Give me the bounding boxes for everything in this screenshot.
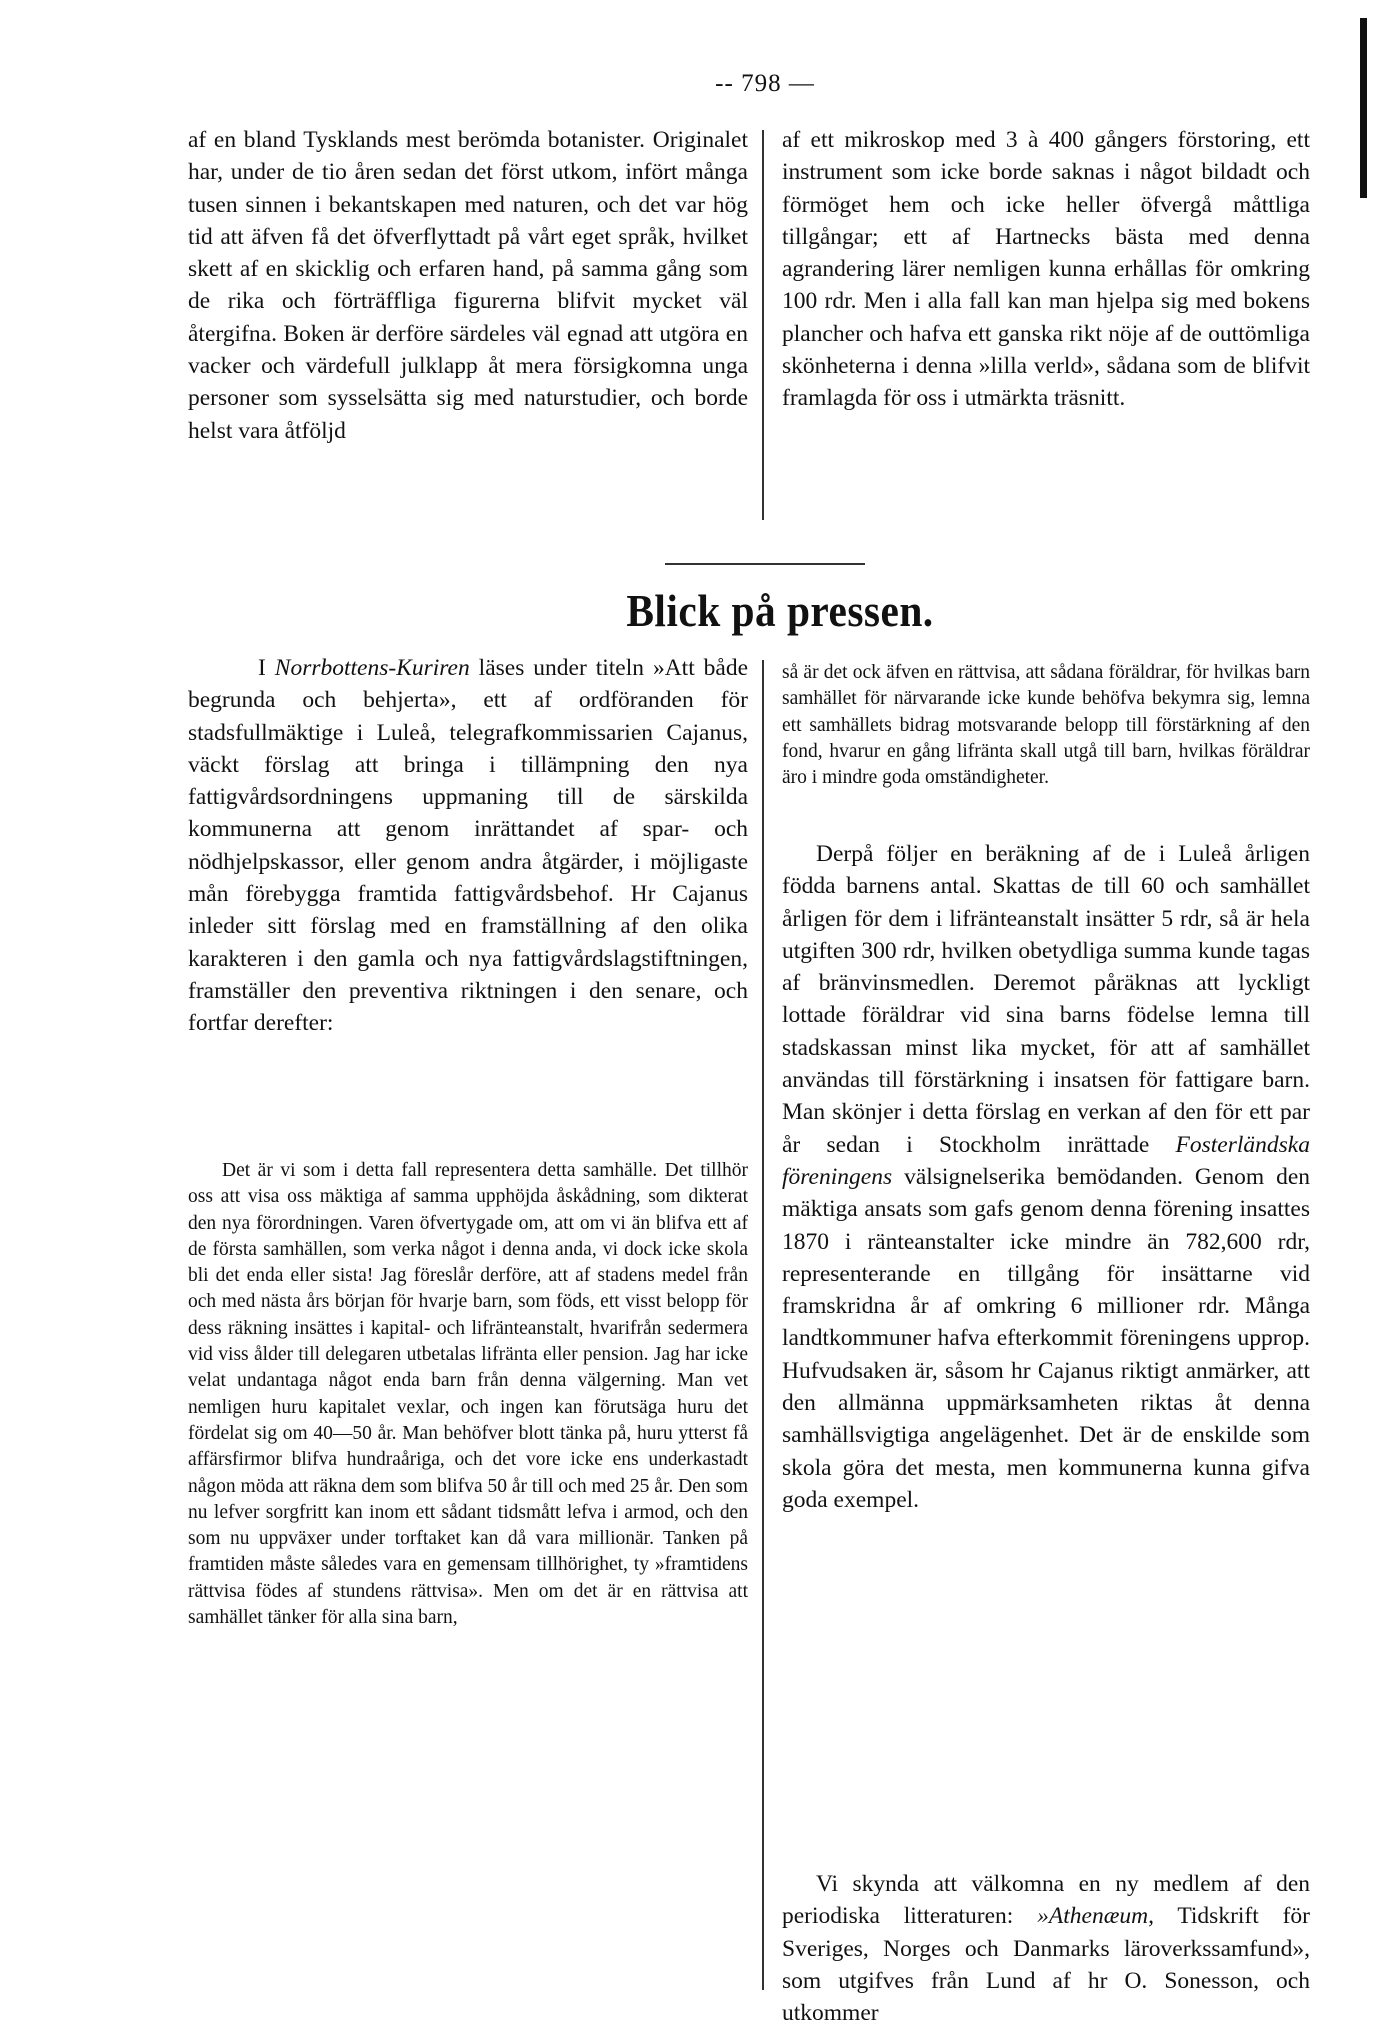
bottom-right-column	[782, 660, 1310, 2027]
top-left-column	[188, 124, 748, 534]
top-right-paragraph: af ett mikroskop med 3 à 400 gångers förstoring, ett instrument som icke borde saknas i något bildadt och förmöget hem och icke heller öfvergå måttliga tillgångar; ett af Hartnecks bästa med denna agrandering lärer nemligen kunna erhållas för omkring 100 rdr. Men i alla fall kan man hjelpa sig med bokens plancher och hafva ett ganska rikt nöje af de outtömliga skönheterna i denna »lilla verld», sådana som de blifvit framlagda för oss i utmärkta träsnitt.	[782, 127, 1310, 412]
top-left-paragraph: af en bland Tysklands mest berömda botanister. Originalet har, under de tio åren sedan det först utkom, infört många tusen sinnen i bekantskapen med naturen, och det var hög tid att äfven få det öfverflyttadt på vårt eget språk, hvilket skett af en skicklig och erfaren hand, på samma gång som de rika och förträffliga figurerna blifvit mycket väl återgifna. Boken är derföre särdeles väl egnad att utgöra en vacker och värdefull julklapp åt mera försigkomna unga personer som sysselsätta sig med naturstudier, och borde helst vara åtföljd	[188, 127, 748, 444]
intro-lead: I	[258, 655, 275, 681]
calculation-text-start: Derpå följer en beräkning af de i Luleå årligen födda barnens antal. Skattas de till 60 och samhället årligen för dem i lifränteanstalt insätter 5 rdr, så är hela utgiften 300 rdr, hvilken obetydliga summa kunde tagas af bränvinsmedlen. Deremot påräknas att lyckligt lottade föräldrar vid sina barns födelse lemna till stadskassan minst lika mycket, för att af samhället användas till förstärkning i insatsen för fattigare barn. Man skönjer i detta förslag en verkan af den för ett par år sedan i Stockholm inrättade	[782, 841, 1310, 1158]
bottom-left-column	[188, 652, 748, 1998]
calculation-paragraph	[782, 838, 1310, 1828]
newspaper-name: Norrbottens-Kuriren	[274, 655, 470, 681]
intro-text: läses under titeln »Att både begrunda och behjerta», ett af ordföranden för stadsfullmäktige i Luleå, telegrafkommissarien Cajanus, väckt förslag att bringa i tillämpning den nya fattigvårdsordningens uppmaning till de särskilda kommunerna att genom inrättandet af spar- och nödhjelpskassor, eller genom andra åtgärder, i möjligaste mån förebygga framtida fattigvårdsbehof. Hr Cajanus inleder sitt förslag med en framställning af den olika karakteren i den gamla och nya fattigvårdslagstiftningen, framställer den preventiva riktningen i den senare, och fortfar derefter:	[188, 655, 749, 1037]
athenaeum-paragraph	[782, 1868, 1310, 2027]
page-edge-mark	[1360, 18, 1367, 198]
section-separator	[665, 563, 865, 565]
calculation-text-end: välsignelserika bemödanden. Genom den mäktiga ansats som gafs genom denna förening insattes 1870 i ränteanstalter icke mindre än 782,600 rdr, representerande en tillgång för insättarne vid framskridna år af omkring 6 millioner rdr. Många landtkommuner hafva efterkommit föreningens upprop. Hufvudsaken är, såsom hr Cajanus riktigt anmärker, att den allmänna uppmärksamheten riktas åt denna samhällsvigtiga angelägenhet. Det är de enskilde som skola göra det mesta, men kommunerna kunna gifva goda exempel.	[782, 1163, 1310, 1513]
athenaeum-text-start: Vi skynda att välkomna en ny medlem af den periodiska litteraturen:	[782, 1871, 1310, 1930]
top-right-column	[782, 124, 1310, 504]
column-divider-top	[762, 130, 764, 520]
society-name: Fosterländska föreningens	[782, 1131, 1310, 1190]
section-heading: Blick på pressen.	[626, 586, 934, 636]
column-divider-bottom	[762, 660, 764, 1990]
athenaeum-text-end: Tidskrift för Sveriges, Norges och Danmarks läroverkssamfund», som utgifves från Lund af hr O. Sonesson, och utkommer	[782, 1903, 1310, 2027]
quoted-proposal-continued: så är det ock äfven en rättvisa, att sådana föräldrar, för hvilkas barn samhället för närvarande icke kunde behöfva bekymra sig, lemna ett samhällets bidrag motsvarande belopp till förstärkning af den fond, hvarur en gång lifränta skall utgå till barn, hvilkas föräldrar äro i mindre goda omständigheter.	[782, 662, 1310, 789]
quoted-proposal: Det är vi som i detta fall representera detta samhälle. Det tillhör oss att visa oss mäktiga af samma upphöjda åskådning, som dikterat den nya förordningen. Varen öfvertygade om, att om vi än blifva ett af de första samhällen, som verka något i denna anda, vi dock icke skola bli det enda eller sista! Jag föreslår derföre, att af stadens medel från och med nästa års början för hvarje barn, som föds, ett visst belopp för dess räkning insättes i kapital- och lifränteanstalt, hvarifrån sedermera vid viss ålder till delegaren utbetalas lifränta eller pension. Jag har icke velat undantaga något enda barn från denna välgerning. Man vet nemligen huru kapitalet vexlar, och ingen kan förutsäga huru det fördelat sig om 40—50 år. Man behöfver blott tänka på, huru ytterst få affärsfirmor blifva hundraåriga, och det vore icke ens underkastadt någon möda att räkna dem som blifva 50 år till och med 25 år. Den som nu lefver sorgfritt kan inom ett sådant tidsmått lefva i armod, och den som nu uppväxer under torftaket kan då vara millionär. Tanken på framtiden måste således vara en gemensam tillhörighet, ty »framtidens rättvisa födes af stundens rättvisa». Men om det är en rättvisa att samhället tänker för alla sina barn,	[188, 1160, 748, 1629]
intro-paragraph	[188, 652, 748, 1132]
page-number: -- 798 —	[715, 70, 815, 97]
journal-title: »Athenæum,	[1037, 1903, 1154, 1930]
